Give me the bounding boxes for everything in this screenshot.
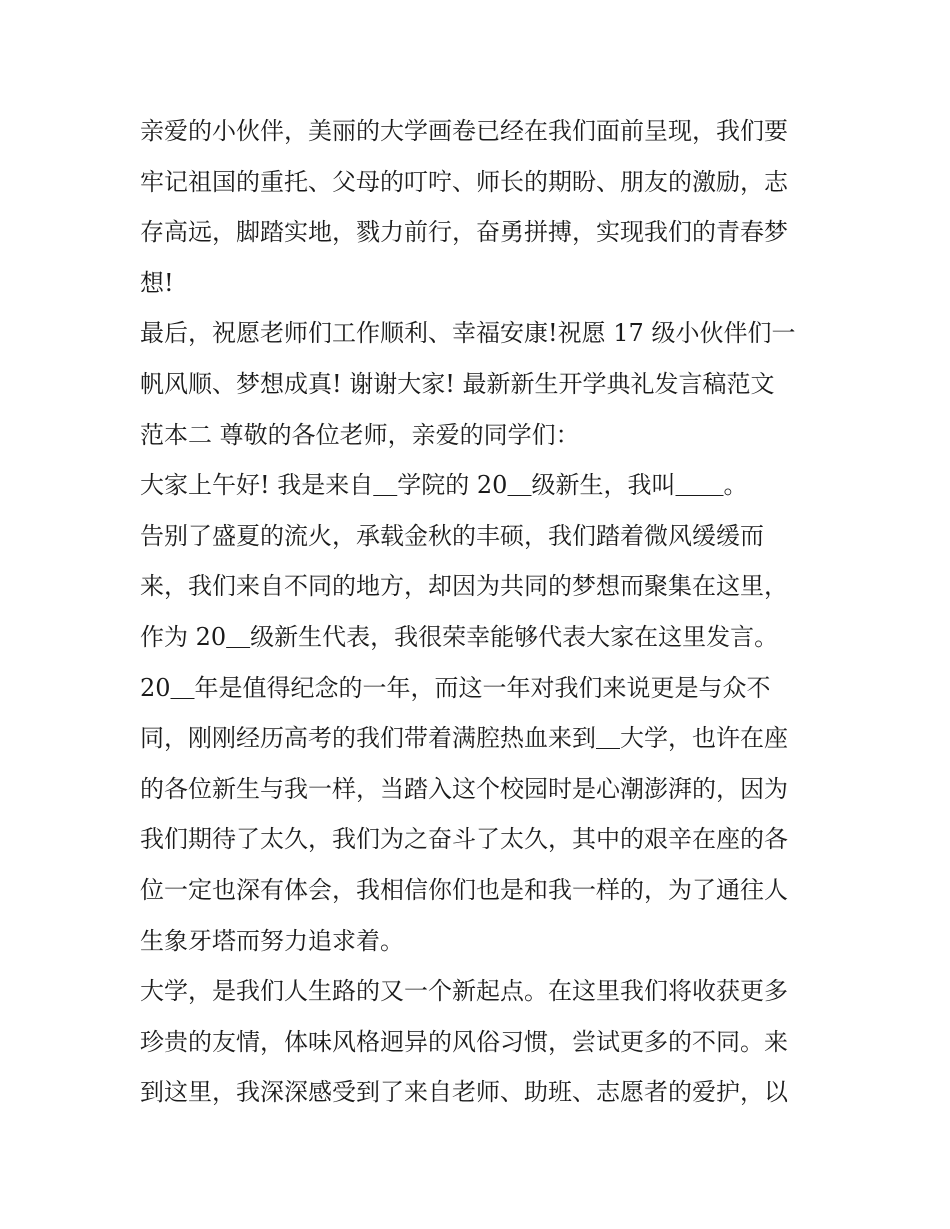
text-line: 来，我们来自不同的地方，却因为共同的梦想而聚集在这里，	[140, 572, 788, 601]
text-line: 我们期待了太久，我们为之奋斗了太久，其中的艰辛在座的各	[140, 825, 788, 854]
text-line: 位一定也深有体会，我相信你们也是和我一样的，为了通往人	[140, 875, 788, 904]
text-line: 帆风顺、梦想成真! 谢谢大家! 最新新生开学典礼发言稿范文	[140, 369, 775, 398]
text-line: 生象牙塔而努力追求着。	[140, 926, 404, 955]
text-line: 大学，是我们人生路的又一个新起点。在这里我们将收获更多	[140, 977, 788, 1006]
text-line: 牢记祖国的重托、父母的叮咛、师长的期盼、朋友的激励，志	[140, 167, 788, 196]
text-line: 珍贵的友情，体味风格迥异的风俗习惯，尝试更多的不同。来	[140, 1027, 788, 1056]
text-line: 最后，祝愿老师们工作顺利、幸福安康!祝愿 17 级小伙伴们一	[140, 319, 796, 348]
text-line: 到这里，我深深感受到了来自老师、助班、志愿者的爱护，以	[140, 1078, 788, 1107]
text-line: 20＿年是值得纪念的一年，而这一年对我们来说更是与众不	[140, 673, 771, 702]
text-line: 范本二 尊敬的各位老师，亲爱的同学们：	[140, 420, 580, 449]
text-line: 亲爱的小伙伴，美丽的大学画卷已经在我们面前呈现，我们要	[140, 117, 788, 145]
text-line: 想!	[140, 268, 174, 297]
text-line: 的各位新生与我一样，当踏入这个校园时是心潮澎湃的，因为	[140, 774, 788, 803]
text-line: 同，刚刚经历高考的我们带着满腔热血来到＿大学，也许在座	[140, 724, 788, 753]
text-line: 告别了盛夏的流火，承载金秋的丰硕，我们踏着微风缓缓而	[140, 521, 764, 550]
body-text	[140, 106, 820, 1118]
text-line: 大家上午好! 我是来自＿学院的 20＿级新生，我叫＿＿。	[140, 471, 748, 500]
text-line: 存高远，脚踏实地，戮力前行，奋勇拼搏，实现我们的青春梦	[140, 218, 788, 247]
text-line: 作为 20＿级新生代表，我很荣幸能够代表大家在这里发言。	[140, 622, 779, 651]
